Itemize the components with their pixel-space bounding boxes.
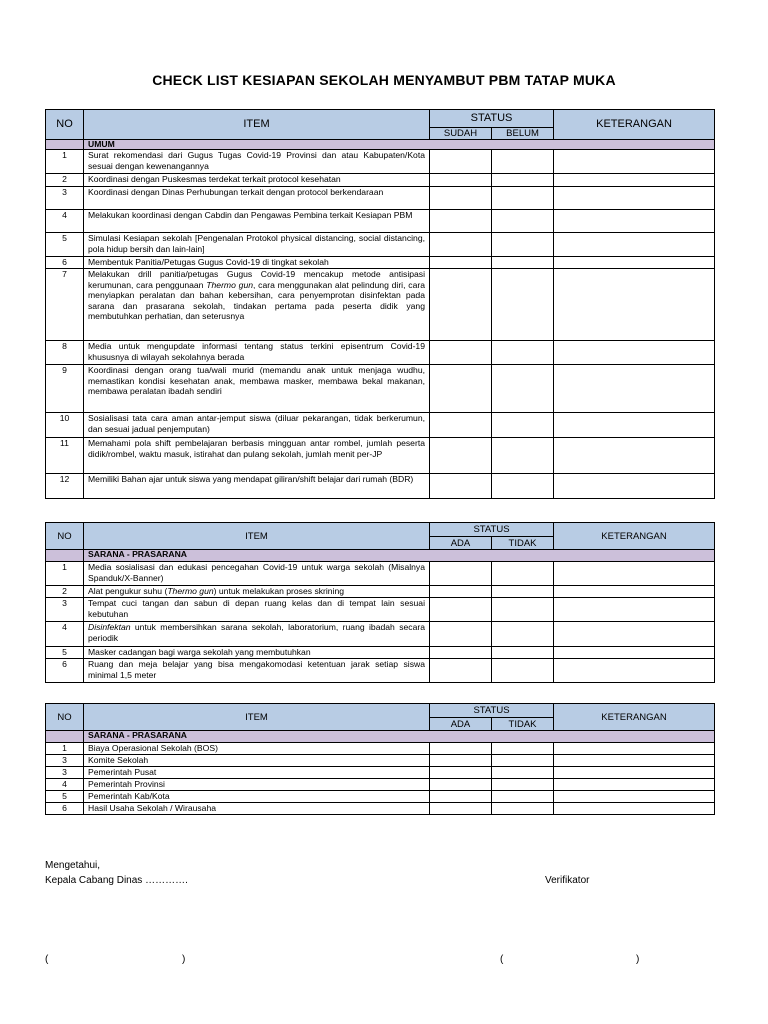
row-item: Komite Sekolah [84,755,430,767]
header-status: STATUS [430,523,554,537]
row-number: 8 [46,341,84,365]
row-number: 10 [46,413,84,438]
row-item: Media sosialisasi dan edukasi pencegahan Covid-19 untuk warga sekolah (Misalnya Spanduk/X-Banner) [84,562,430,586]
header-tidak: TIDAK [492,718,554,731]
header-keterangan: KETERANGAN [554,110,715,140]
check-ada[interactable] [430,562,492,586]
check-tidak[interactable] [492,622,554,647]
keterangan-cell[interactable] [554,365,715,413]
row-number: 9 [46,365,84,413]
check-tidak[interactable] [492,647,554,659]
keterangan-cell[interactable] [554,791,715,803]
keterangan-cell[interactable] [554,803,715,815]
row-item: Memiliki Bahan ajar untuk siswa yang mendapat giliran/shift belajar dari rumah (BDR) [84,474,430,499]
page-title: CHECK LIST KESIAPAN SEKOLAH MENYAMBUT PBM TATAP MUKA [152,72,616,88]
keterangan-cell[interactable] [554,174,715,187]
row-item-text: Alat pengukur suhu ( [88,586,168,596]
header-item: ITEM [84,704,430,731]
row-item-text: , cara menggunakan alat pelindung diri, cara menyiapkan peralatan dan bahan kebersihan, cara penyemprotan disinfektan pada sarana dan prasarana sekolah, tindakan pertama pada peserta didik yang membutuhkan perhatian, dan seterusnya [88,279,425,321]
row-number: 3 [46,755,84,767]
row-item: Koordinasi dengan Puskesmas terdekat terkait protocol kesehatan [84,174,430,187]
section-label: SARANA - PRASARANA [84,731,715,743]
check-tidak[interactable] [492,562,554,586]
row-item: Media untuk mengupdate informasi tentang status terkini episentrum Covid-19 khususnya di wilayah sekolahnya berada [84,341,430,365]
header-belum: BELUM [492,128,554,140]
signature-left-block [45,858,188,888]
header-tidak: TIDAK [492,537,554,550]
row-item: Pemerintah Provinsi [84,779,430,791]
keterangan-cell[interactable] [554,438,715,474]
header-keterangan: KETERANGAN [554,523,715,550]
row-item-text: Melakukan drill panitia/petugas Gugus Covid-19 mencakup metode antisipasi kerumunan, cara penggunaan [88,269,425,290]
header-keterangan: KETERANGAN [554,704,715,731]
check-belum[interactable] [492,210,554,233]
row-number: 6 [46,257,84,269]
keterangan-cell[interactable] [554,257,715,269]
check-sudah[interactable] [430,269,492,341]
row-item-italic: Disinfektan [88,622,131,632]
row-item: Koordinasi dengan Dinas Perhubungan terkait dengan protocol berkendaraan [84,187,430,210]
verifikator-label: Verifikator [545,875,590,886]
check-sudah[interactable] [430,413,492,438]
keterangan-cell[interactable] [554,755,715,767]
keterangan-cell[interactable] [554,598,715,622]
keterangan-cell[interactable] [554,767,715,779]
keterangan-cell[interactable] [554,269,715,341]
keterangan-cell[interactable] [554,586,715,598]
header-ada: ADA [430,537,492,550]
keterangan-cell[interactable] [554,743,715,755]
keterangan-cell[interactable] [554,622,715,647]
header-ada: ADA [430,718,492,731]
keterangan-cell[interactable] [554,210,715,233]
signature-paren-close: ) [636,954,640,965]
signature-paren-close: ) [182,954,186,965]
check-belum[interactable] [492,257,554,269]
row-item-italic: Thermo gun [206,279,253,290]
check-belum[interactable] [492,474,554,499]
check-sudah[interactable] [430,187,492,210]
check-ada[interactable] [430,779,492,791]
keterangan-cell[interactable] [554,474,715,499]
header-sudah: SUDAH [430,128,492,140]
row-number: 5 [46,647,84,659]
keterangan-cell[interactable] [554,647,715,659]
check-belum[interactable] [492,365,554,413]
checklist-table-pembiayaan [45,703,715,815]
check-ada[interactable] [430,622,492,647]
row-number: 3 [46,598,84,622]
kepala-cabang-label: Kepala Cabang Dinas …………. [45,875,188,886]
row-item: Pemerintah Pusat [84,767,430,779]
row-number: 6 [46,803,84,815]
row-number: 4 [46,779,84,791]
keterangan-cell[interactable] [554,341,715,365]
check-sudah[interactable] [430,257,492,269]
signature-paren-open: ( [500,954,504,965]
row-item [84,586,430,598]
check-ada[interactable] [430,791,492,803]
row-item: Tempat cuci tangan dan sabun di depan ruang kelas dan di tempat lain sesuai kebutuhan [84,598,430,622]
check-sudah[interactable] [430,210,492,233]
row-number: 1 [46,562,84,586]
check-belum[interactable] [492,233,554,257]
row-number: 4 [46,210,84,233]
check-ada[interactable] [430,647,492,659]
section-spacer [46,731,84,743]
check-belum[interactable] [492,438,554,474]
check-tidak[interactable] [492,586,554,598]
header-no: NO [46,110,84,140]
check-ada[interactable] [430,586,492,598]
header-item: ITEM [84,110,430,140]
row-item [84,622,430,647]
header-status: STATUS [430,704,554,718]
row-item: Simulasi Kesiapan sekolah [Pengenalan Protokol physical distancing, social distancing, pola hidup bersih dan lain-lain] [84,233,430,257]
keterangan-cell[interactable] [554,187,715,210]
header-no: NO [46,704,84,731]
row-item: Biaya Operasional Sekolah (BOS) [84,743,430,755]
check-tidak[interactable] [492,755,554,767]
check-ada[interactable] [430,755,492,767]
row-item-text: untuk membersihkan sarana sekolah, laboratorium, ruang ibadah secara periodik [88,622,425,643]
header-item: ITEM [84,523,430,550]
check-sudah[interactable] [430,233,492,257]
keterangan-cell[interactable] [554,233,715,257]
row-number: 2 [46,586,84,598]
check-ada[interactable] [430,659,492,683]
signature-paren-open: ( [45,954,49,965]
check-sudah[interactable] [430,150,492,174]
check-belum[interactable] [492,187,554,210]
row-number: 2 [46,174,84,187]
header-no: NO [46,523,84,550]
keterangan-cell[interactable] [554,659,715,683]
row-number: 3 [46,187,84,210]
row-number: 12 [46,474,84,499]
check-belum[interactable] [492,174,554,187]
check-ada[interactable] [430,767,492,779]
row-item-italic: Thermo gun [167,586,214,596]
check-ada[interactable] [430,803,492,815]
check-sudah[interactable] [430,341,492,365]
check-belum[interactable] [492,269,554,341]
row-number: 5 [46,791,84,803]
row-number: 4 [46,622,84,647]
row-item: Membentuk Panitia/Petugas Gugus Covid-19 di tingkat sekolah [84,257,430,269]
row-number: 1 [46,743,84,755]
check-tidak[interactable] [492,659,554,683]
keterangan-cell[interactable] [554,413,715,438]
row-item: Memahami pola shift pembelajaran berbasis mingguan antar rombel, jumlah peserta didik/rombel, waktu masuk, istirahat dan pulang sekolah, jumlah menit per-JP [84,438,430,474]
check-sudah[interactable] [430,174,492,187]
section-spacer [46,550,84,562]
check-sudah[interactable] [430,474,492,499]
check-tidak[interactable] [492,743,554,755]
checklist-table-umum [45,109,715,499]
row-item-text: ) untuk melakukan proses skrining [213,586,345,596]
checklist-table-sarana [45,522,715,683]
check-sudah[interactable] [430,438,492,474]
check-belum[interactable] [492,341,554,365]
row-number: 3 [46,767,84,779]
row-item: Melakukan koordinasi dengan Cabdin dan Pengawas Pembina terkait Kesiapan PBM [84,210,430,233]
row-number: 11 [46,438,84,474]
row-item [84,269,430,341]
mengetahui-label: Mengetahui, [45,860,101,871]
row-item: Masker cadangan bagi warga sekolah yang membutuhkan [84,647,430,659]
check-belum[interactable] [492,150,554,174]
check-ada[interactable] [430,598,492,622]
row-item: Ruang dan meja belajar yang bisa mengakomodasi ketentuan jarak setiap siswa minimal 1,5 meter [84,659,430,683]
check-tidak[interactable] [492,767,554,779]
keterangan-cell[interactable] [554,779,715,791]
check-belum[interactable] [492,413,554,438]
row-item: Pemerintah Kab/Kota [84,791,430,803]
row-item: Hasil Usaha Sekolah / Wirausaha [84,803,430,815]
row-item: Surat rekomendasi dari Gugus Tugas Covid-19 Provinsi dan atau Kabupaten/Kota sesuai dengan kewenangannya [84,150,430,174]
check-tidak[interactable] [492,779,554,791]
section-label: SARANA - PRASARANA [84,550,715,562]
check-tidak[interactable] [492,791,554,803]
keterangan-cell[interactable] [554,150,715,174]
row-number: 7 [46,269,84,341]
row-number: 1 [46,150,84,174]
row-number: 5 [46,233,84,257]
keterangan-cell[interactable] [554,562,715,586]
row-item: Koordinasi dengan orang tua/wali murid (memandu anak untuk menjaga wudhu, memastikan kondisi kesehatan anak, membawa masker, membawa bekal makanan, membawa peralatan ibadah sendiri [84,365,430,413]
check-ada[interactable] [430,743,492,755]
check-sudah[interactable] [430,365,492,413]
check-tidak[interactable] [492,598,554,622]
check-tidak[interactable] [492,803,554,815]
header-status: STATUS [430,110,554,128]
row-item: Sosialisasi tata cara aman antar-jemput siswa (diluar pekarangan, tidak berkerumun, dan sesuai jadual penjemputan) [84,413,430,438]
section-spacer [46,140,84,150]
section-label: UMUM [84,140,715,150]
row-number: 6 [46,659,84,683]
